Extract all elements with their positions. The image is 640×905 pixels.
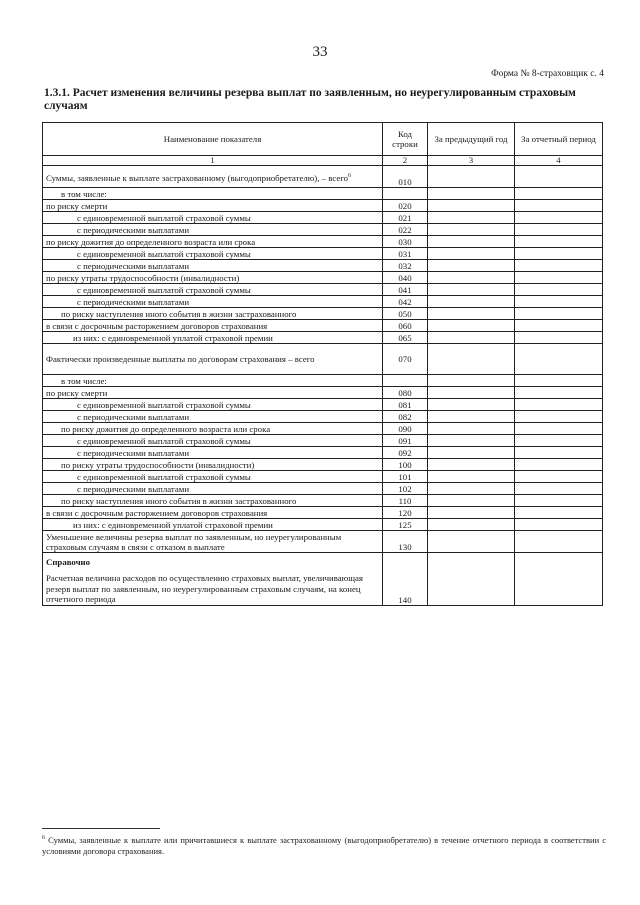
value-previous-year — [428, 553, 515, 606]
header-indicator-name: Наименование показателя — [43, 123, 383, 156]
row-code: 065 — [383, 332, 428, 344]
table-row — [43, 375, 603, 387]
table-row — [43, 507, 603, 519]
row-code: 100 — [383, 459, 428, 471]
row-code: 050 — [383, 308, 428, 320]
row-label: в связи с досрочным расторжением договоров страхования — [43, 320, 383, 332]
value-previous-year — [428, 200, 515, 212]
table-row — [43, 553, 603, 606]
table-row — [43, 471, 603, 483]
row-code: 091 — [383, 435, 428, 447]
table-row — [43, 224, 603, 236]
table-row — [43, 531, 603, 553]
table-row — [43, 447, 603, 459]
row-label: из них: с единовременной уплатой страховой премии — [43, 332, 383, 344]
table-row — [43, 519, 603, 531]
value-reporting-period — [515, 399, 603, 411]
table-row — [43, 272, 603, 284]
value-previous-year — [428, 435, 515, 447]
row-code: 070 — [383, 344, 428, 375]
value-previous-year — [428, 296, 515, 308]
row-code: 041 — [383, 284, 428, 296]
table-row — [43, 200, 603, 212]
row-label: по риску смерти — [43, 200, 383, 212]
footnote-marker: 6 — [348, 172, 352, 179]
value-reporting-period — [515, 224, 603, 236]
row-code: 040 — [383, 272, 428, 284]
value-reporting-period — [515, 272, 603, 284]
header-reporting-period: За отчетный период — [515, 123, 603, 156]
value-previous-year — [428, 284, 515, 296]
row-label: с периодическими выплатами — [43, 447, 383, 459]
row-label: с периодическими выплатами — [43, 411, 383, 423]
table-row — [43, 308, 603, 320]
row-code: 102 — [383, 483, 428, 495]
row-code: 031 — [383, 248, 428, 260]
column-number: 4 — [515, 156, 603, 166]
value-reporting-period — [515, 375, 603, 387]
row-label: Фактически произведенные выплаты по договорам страхования – всего — [43, 344, 383, 375]
value-reporting-period — [515, 296, 603, 308]
row-label: по риску наступления иного события в жизни застрахованного — [43, 495, 383, 507]
section-title: 1.3.1. Расчет изменения величины резерва выплат по заявленным, но неурегулированным страховым случаям — [44, 87, 576, 112]
value-previous-year — [428, 248, 515, 260]
value-reporting-period — [515, 495, 603, 507]
row-code: 110 — [383, 495, 428, 507]
value-reporting-period — [515, 248, 603, 260]
footnote-text: Суммы, заявленные к выплате или причитавшиеся к выплате застрахованному (выгодоприобретателю) в течение отчетного периода в соответствии с условиями договора страхования. — [42, 834, 606, 856]
footnote-marker: 6 — [42, 835, 45, 841]
value-previous-year — [428, 447, 515, 459]
row-code: 090 — [383, 423, 428, 435]
value-reporting-period — [515, 507, 603, 519]
value-reporting-period — [515, 459, 603, 471]
value-reporting-period — [515, 519, 603, 531]
value-reporting-period — [515, 212, 603, 224]
row-code: 020 — [383, 200, 428, 212]
footnote-divider — [42, 828, 160, 829]
row-code: 130 — [383, 531, 428, 553]
value-previous-year — [428, 387, 515, 399]
table-row — [43, 260, 603, 272]
value-previous-year — [428, 459, 515, 471]
table-row — [43, 284, 603, 296]
row-code: 060 — [383, 320, 428, 332]
value-previous-year — [428, 308, 515, 320]
value-previous-year — [428, 411, 515, 423]
page-number: 33 — [312, 44, 328, 60]
row-label: с единовременной выплатой страховой суммы — [43, 471, 383, 483]
row-label: по риску утраты трудоспособности (инвалидности) — [43, 272, 383, 284]
row-code: 125 — [383, 519, 428, 531]
row-code: 140 — [383, 553, 428, 606]
report-table — [42, 122, 603, 606]
value-reporting-period — [515, 387, 603, 399]
value-previous-year — [428, 531, 515, 553]
value-reporting-period — [515, 260, 603, 272]
row-label: с единовременной выплатой страховой суммы — [43, 212, 383, 224]
value-reporting-period — [515, 423, 603, 435]
row-label: в том числе: — [43, 188, 383, 200]
value-previous-year — [428, 236, 515, 248]
row-label: в том числе: — [43, 375, 383, 387]
value-reporting-period — [515, 200, 603, 212]
row-label: с единовременной выплатой страховой суммы — [43, 435, 383, 447]
value-previous-year — [428, 495, 515, 507]
value-reporting-period — [515, 188, 603, 200]
value-previous-year — [428, 399, 515, 411]
value-reporting-period — [515, 435, 603, 447]
value-previous-year — [428, 507, 515, 519]
row-code: 101 — [383, 471, 428, 483]
value-previous-year — [428, 166, 515, 188]
value-previous-year — [428, 375, 515, 387]
value-reporting-period — [515, 411, 603, 423]
reference-description: Расчетная величина расходов по осуществлению страховых выплат, увеличивающая резерв выплат по заявленным, но неурегулированным страховым случаям, на конец отчетного периода — [46, 573, 363, 604]
header-row-code: Код строки — [383, 123, 428, 156]
table-row — [43, 296, 603, 308]
value-previous-year — [428, 344, 515, 375]
table-row — [43, 399, 603, 411]
value-previous-year — [428, 260, 515, 272]
table-row — [43, 166, 603, 188]
row-label: по риску дожития до определенного возраста или срока — [43, 236, 383, 248]
row-code: 010 — [383, 166, 428, 188]
column-number-row — [43, 156, 603, 166]
table-row — [43, 411, 603, 423]
reference-heading: Справочно — [46, 557, 91, 567]
value-reporting-period — [515, 332, 603, 344]
value-previous-year — [428, 212, 515, 224]
row-label: в связи с досрочным расторжением договоров страхования — [43, 507, 383, 519]
row-label: Суммы, заявленные к выплате застрахованному (выгодоприобретателю), – всего$^6$ — [43, 166, 383, 188]
row-label: по риску дожития до определенного возраста или срока — [43, 423, 383, 435]
row-label: по риску наступления иного события в жизни застрахованного — [43, 308, 383, 320]
table-row — [43, 483, 603, 495]
row-code: 092 — [383, 447, 428, 459]
value-previous-year — [428, 320, 515, 332]
row-code — [383, 188, 428, 200]
value-reporting-period — [515, 320, 603, 332]
table-row — [43, 423, 603, 435]
row-label: с единовременной выплатой страховой суммы — [43, 284, 383, 296]
value-previous-year — [428, 483, 515, 495]
value-previous-year — [428, 471, 515, 483]
row-label: с единовременной выплатой страховой суммы — [43, 248, 383, 260]
table-row — [43, 344, 603, 375]
table-row — [43, 495, 603, 507]
value-previous-year — [428, 332, 515, 344]
row-code: 032 — [383, 260, 428, 272]
footnote — [42, 833, 606, 857]
table-row — [43, 387, 603, 399]
value-reporting-period — [515, 471, 603, 483]
value-previous-year — [428, 188, 515, 200]
row-code — [383, 375, 428, 387]
row-label: с периодическими выплатами — [43, 296, 383, 308]
table-header-row — [43, 123, 603, 156]
row-label: с единовременной выплатой страховой суммы — [43, 399, 383, 411]
row-label: Уменьшение величины резерва выплат по заявленным, но неурегулированным страховым случаям в связи с отказом в выплате — [43, 531, 383, 553]
row-label: по риску утраты трудоспособности (инвалидности) — [43, 459, 383, 471]
row-code: 030 — [383, 236, 428, 248]
row-code: 081 — [383, 399, 428, 411]
row-code: 042 — [383, 296, 428, 308]
row-code: 022 — [383, 224, 428, 236]
table-row — [43, 248, 603, 260]
table-row — [43, 459, 603, 471]
value-reporting-period — [515, 308, 603, 320]
table-row — [43, 236, 603, 248]
value-previous-year — [428, 224, 515, 236]
table-row — [43, 435, 603, 447]
value-reporting-period — [515, 236, 603, 248]
row-label — [43, 553, 383, 606]
form-reference: Форма № 8-страховщик с. 4 — [491, 69, 604, 79]
table-row — [43, 320, 603, 332]
value-previous-year — [428, 423, 515, 435]
header-previous-year: За предыдущий год — [428, 123, 515, 156]
row-label: из них: с единовременной уплатой страховой премии — [43, 519, 383, 531]
value-reporting-period — [515, 284, 603, 296]
row-label: с периодическими выплатами — [43, 260, 383, 272]
value-previous-year — [428, 272, 515, 284]
value-reporting-period — [515, 531, 603, 553]
table-row — [43, 332, 603, 344]
table-row — [43, 212, 603, 224]
value-reporting-period — [515, 483, 603, 495]
value-reporting-period — [515, 553, 603, 606]
row-code: 021 — [383, 212, 428, 224]
row-label: с периодическими выплатами — [43, 483, 383, 495]
value-previous-year — [428, 519, 515, 531]
value-reporting-period — [515, 447, 603, 459]
value-reporting-period — [515, 344, 603, 375]
row-label: с периодическими выплатами — [43, 224, 383, 236]
row-code: 080 — [383, 387, 428, 399]
column-number: 2 — [383, 156, 428, 166]
row-code: 082 — [383, 411, 428, 423]
column-number: 1 — [43, 156, 383, 166]
row-code: 120 — [383, 507, 428, 519]
column-number: 3 — [428, 156, 515, 166]
value-reporting-period — [515, 166, 603, 188]
table-row — [43, 188, 603, 200]
row-label: по риску смерти — [43, 387, 383, 399]
